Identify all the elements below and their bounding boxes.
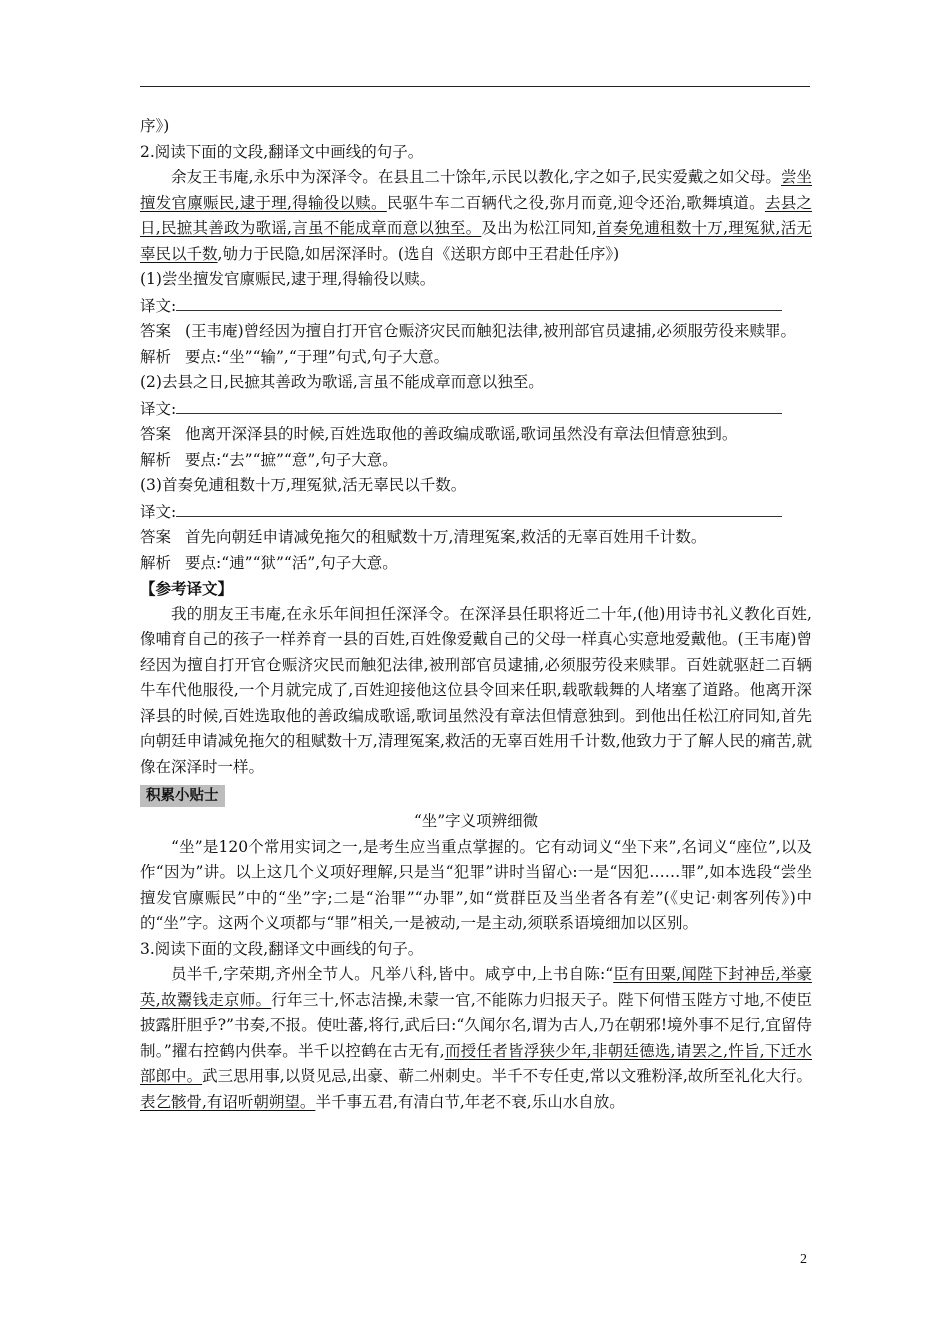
passage-segment: 余友王韦庵,永乐中为深泽令。在县且二十馀年,示民以教化,字之如子,民实爱戴之如父母。 bbox=[171, 168, 781, 186]
analysis-text: 要点:“逋”“狱”“活”,句子大意。 bbox=[185, 553, 398, 572]
translation-label: 译文: bbox=[140, 502, 177, 521]
answer-2 bbox=[140, 422, 812, 448]
passage-segment: ,劬力于民隐,如居深泽时。(选自《送职方郎中王君赴任序》) bbox=[217, 244, 620, 263]
page-number: 2 bbox=[800, 1252, 807, 1267]
underlined-sentence: 去县之日,民摭其善政为歌谣,言虽不能成章而意以独至。 bbox=[140, 193, 812, 237]
underlined-sentence: 臣有田粟,闻陛下封神岳,举豪英,故鬻钱走京师。 bbox=[140, 965, 812, 1009]
analysis-label: 解析 bbox=[140, 450, 172, 469]
underlined-sentence: 首奏免逋租数十万,理冤狱,活无辜民以千数 bbox=[140, 219, 813, 263]
answer-text: 首先向朝廷申请减免拖欠的租赋数十万,清理冤案,救活的无辜百姓用千计数。 bbox=[185, 528, 707, 546]
sub-question-2: (2)去县之日,民摭其善政为歌谣,言虽不能成章而意以独至。 bbox=[140, 373, 544, 391]
tip-section bbox=[140, 780, 812, 809]
analysis-text: 要点:“去”“摭”“意”,句子大意。 bbox=[185, 450, 398, 469]
analysis-2 bbox=[140, 448, 812, 474]
translation-line-2 bbox=[140, 396, 812, 423]
analysis-text: 要点:“坐”“输”,“于理”句式,句子大意。 bbox=[185, 347, 450, 366]
translation-label: 译文: bbox=[140, 296, 177, 315]
translation-label: 译文: bbox=[140, 399, 177, 418]
reference-translation-title: 【参考译文】 bbox=[140, 579, 234, 598]
sub-question-3: (3)首奏免逋租数十万,理冤狱,活无辜民以千数。 bbox=[140, 476, 467, 494]
underlined-sentence: 尝坐擅发官廪赈民,逮于理,得输役以赎。 bbox=[140, 168, 812, 212]
translation-blank[interactable] bbox=[176, 499, 782, 517]
translation-blank[interactable] bbox=[176, 293, 782, 311]
answer-label: 答案 bbox=[140, 528, 172, 546]
continuation-line: 序》) bbox=[140, 117, 170, 135]
translation-line-1 bbox=[140, 293, 812, 320]
passage-segment: 半千事五君,有清白节,年老不衰,乐山水自放。 bbox=[315, 1092, 625, 1111]
analysis-label: 解析 bbox=[140, 553, 172, 572]
answer-label: 答案 bbox=[140, 322, 172, 340]
underlined-sentence: 表乞骸骨,有诏听朝朔望。 bbox=[140, 1092, 316, 1111]
question-2-passage bbox=[140, 165, 812, 267]
sub-question-1: (1)尝坐擅发官廪赈民,逮于理,得输役以赎。 bbox=[140, 270, 436, 288]
translation-line-3 bbox=[140, 499, 812, 526]
passage-segment: 员半千,字荣期,齐州全节人。凡举八科,皆中。咸亨中,上书自陈:“ bbox=[171, 965, 614, 983]
passage-segment: 及出为松江同知, bbox=[481, 219, 597, 237]
answer-text: 他离开深泽县的时候,百姓选取他的善政编成歌谣,歌词虽然没有章法但情意独到。 bbox=[185, 425, 738, 443]
question-3-passage bbox=[140, 962, 812, 1115]
tip-text: “坐”是120个常用实词之一,是考生应当重点掌握的。它有动词义“坐下来”,名词义“座位”,以及作“因为”讲。以上这几个义项好理解,只是当“犯罪”讲时当留心:一是“因犯……罪”,如本选段“尝坐擅发官廪赈民”中的“坐”字;二是“治罪”“办罪”,如“赏群臣及当坐者各有差”(《史记·刺客列传》)中的“坐”字。这两个义项都与“罪”相关,一是被动,一是主动,须联系语境细加以区别。 bbox=[140, 837, 812, 932]
passage-segment: 民驱牛车二百辆代之役,弥月而竟,迎令还治,歌舞填道。 bbox=[386, 193, 765, 212]
reference-translation-text: 我的朋友王韦庵,在永乐年间担任深泽令。在深泽县任职将近二十年,(他)用诗书礼义教化百姓,像哺育自己的孩子一样养育一县的百姓,百姓像爱戴自己的父母一样真心实意地爱戴他。(王韦庵)曾经因为擅自打开官仓赈济灾民而触犯法律,被刑部官员逮捕,必须服劳役来赎罪。百姓就驱赶二百辆牛车代他服役,一个月就完成了,百姓迎接他这位县令回来任职,载歌载舞的人堵塞了道路。他离开深泽县的时候,百姓选取他的善政编成歌谣,歌词虽然没有章法但情意独到。到他出任松江府同知,首先向朝廷申请减免拖欠的租赋数十万,清理冤案,救活的无辜百姓用千计数,他致力于了解人民的痛苦,就像在深泽时一样。 bbox=[140, 604, 812, 776]
answer-3 bbox=[140, 525, 812, 551]
tip-label: 积累小贴士 bbox=[140, 785, 225, 807]
translation-blank[interactable] bbox=[176, 396, 782, 414]
passage-segment: 行年三十,怀志洁操,未蒙一官,不能陈力归报天子。陛下何惜玉陛方寸地,不使臣披露肝胆乎?”书奏,不报。使吐蕃,将行,武后曰:“久闻尔名,谓为古人,乃在朝邪!境外事不足行,宜留侍制。”擢右控鹤内供奉。半千以控鹤在古无有, bbox=[140, 990, 812, 1060]
question-3-title: 3.阅读下面的文段,翻译文中画线的句子。 bbox=[140, 939, 424, 958]
underlined-sentence: 而授任者皆浮狭少年,非朝廷德选,请罢之,忤旨,下迁水部郎中。 bbox=[140, 1041, 812, 1085]
answer-1 bbox=[140, 319, 812, 345]
analysis-1 bbox=[140, 345, 812, 371]
answer-text: (王韦庵)曾经因为擅自打开官仓赈济灾民而触犯法律,被刑部官员逮捕,必须服劳役来赎罪。 bbox=[185, 322, 796, 340]
header-rule bbox=[140, 86, 810, 87]
question-2-title: 2.阅读下面的文段,翻译文中画线的句子。 bbox=[140, 142, 424, 161]
tip-title: “坐”字义项辨细微 bbox=[413, 812, 539, 830]
analysis-3 bbox=[140, 551, 812, 577]
document-body bbox=[140, 114, 812, 1115]
analysis-label: 解析 bbox=[140, 347, 172, 366]
answer-label: 答案 bbox=[140, 425, 172, 443]
passage-segment: 武三思用事,以贤见忌,出豪、蕲二州刺史。半千不专任吏,常以文雅粉泽,故所至礼化大行。 bbox=[202, 1067, 812, 1085]
